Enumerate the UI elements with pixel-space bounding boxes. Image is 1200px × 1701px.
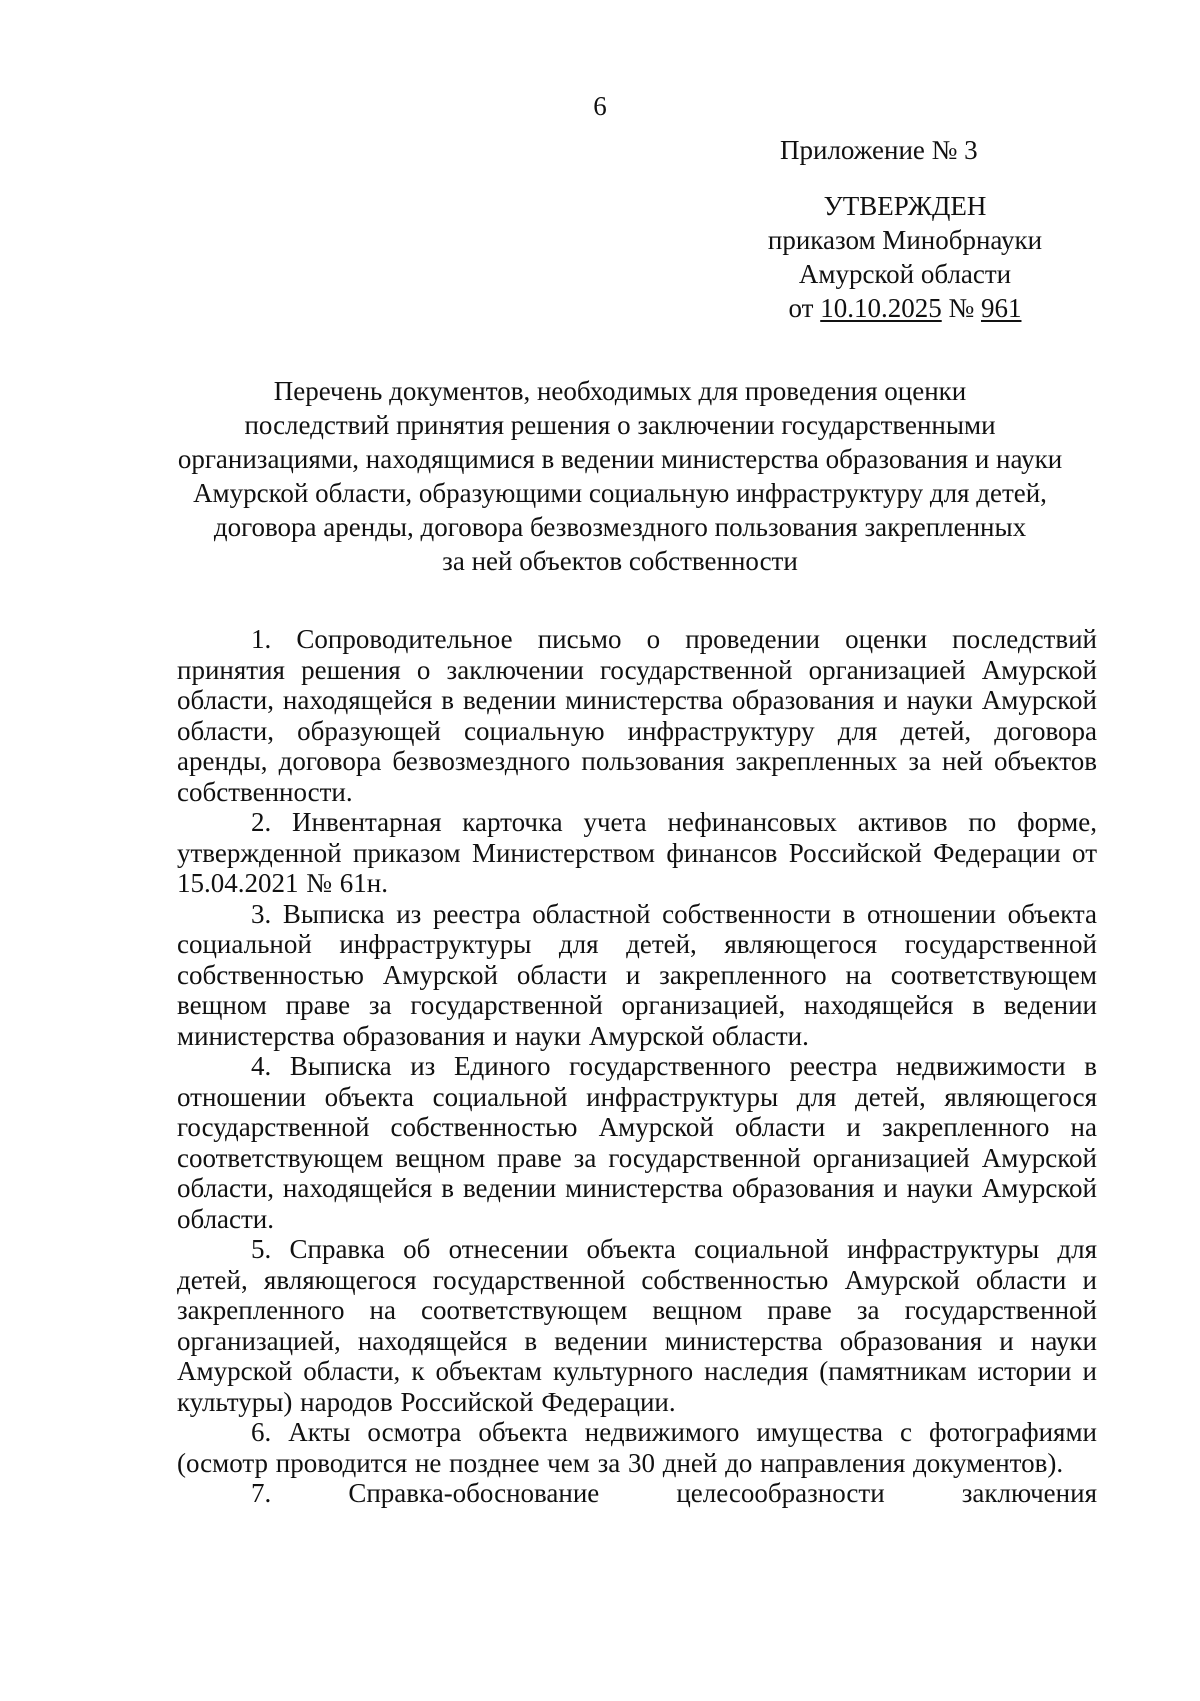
list-item-1: 1. Сопроводительное письмо о проведении оценки последствий принятия решения о заключении государственной организацией Амурской области, находящейся в ведении министерства образования и науки Амурской области, образующей социальную инфраструктуру для детей, договора аренды, договора безвозмездного пользования закрепленных за ней объектов собственности. [177,624,1097,807]
approval-title: УТВЕРЖДЕН [823,191,987,221]
approval-number-prefix: № [941,293,981,323]
title-line: организациями, находящимися в ведении министерства образования и науки [177,444,1063,474]
list-item-7-word-1: Справка-обоснование [348,1478,600,1508]
list-item-7 [177,1478,1097,1509]
approval-line-1: приказом Минобрнауки [767,225,1043,255]
approval-date-prefix: от [788,293,821,323]
list-item-7-word-3: заключения [961,1478,1097,1508]
approval-date-line [740,291,1070,325]
document-list [177,624,1097,1509]
approval-line-2: Амурской области [798,259,1012,289]
appendix-label: Приложение № 3 [780,135,978,165]
list-item-7-word-2: целесообразности [676,1478,885,1508]
list-item-5: 5. Справка об отнесении объекта социальной инфраструктуры для детей, являющегося государственной собственностью Амурской области и закрепленного на соответствующем вещном праве за государственной организацией, находящейся в ведении министерства образования и науки Амурской области, к объектам культурного наследия (памятникам истории и культуры) народов Российской Федерации. [177,1234,1097,1417]
approval-number: 961 [980,293,1022,323]
approval-stamp [740,189,1070,325]
list-item-6: 6. Акты осмотра объекта недвижимого имущества с фотографиями (осмотр проводится не позднее чем за 30 дней до направления документов). [177,1417,1097,1478]
title-line: Перечень документов, необходимых для проведения оценки [273,376,967,406]
document-title [150,374,1090,578]
title-line: за ней объектов собственности [442,546,798,576]
list-item-7-number: 7. [251,1478,272,1508]
list-item-4: 4. Выписка из Единого государственного реестра недвижимости в отношении объекта социальной инфраструктуры для детей, являющегося государственной собственностью Амурской области и закрепленного на соответствующем вещном праве за государственной организацией Амурской области, находящейся в ведении министерства образования и науки Амурской области. [177,1051,1097,1234]
title-line: договора аренды, договора безвозмездного пользования закрепленных [213,512,1027,542]
approval-date: 10.10.2025 [820,293,942,323]
page-number: 6 [593,91,607,121]
title-line: последствий принятия решения о заключении государственными [244,410,996,440]
list-item-2: 2. Инвентарная карточка учета нефинансовых активов по форме, утвержденной приказом Министерством финансов Российской Федерации от 15.04.2021 № 61н. [177,807,1097,898]
title-line: Амурской области, образующими социальную инфраструктуру для детей, [193,478,1047,508]
list-item-3: 3. Выписка из реестра областной собственности в отношении объекта социальной инфраструктуры для детей, являющегося государственной собственностью Амурской области и закрепленного на соответствующем вещном праве за государственной организацией, находящейся в ведении министерства образования и науки Амурской области. [177,898,1097,1051]
